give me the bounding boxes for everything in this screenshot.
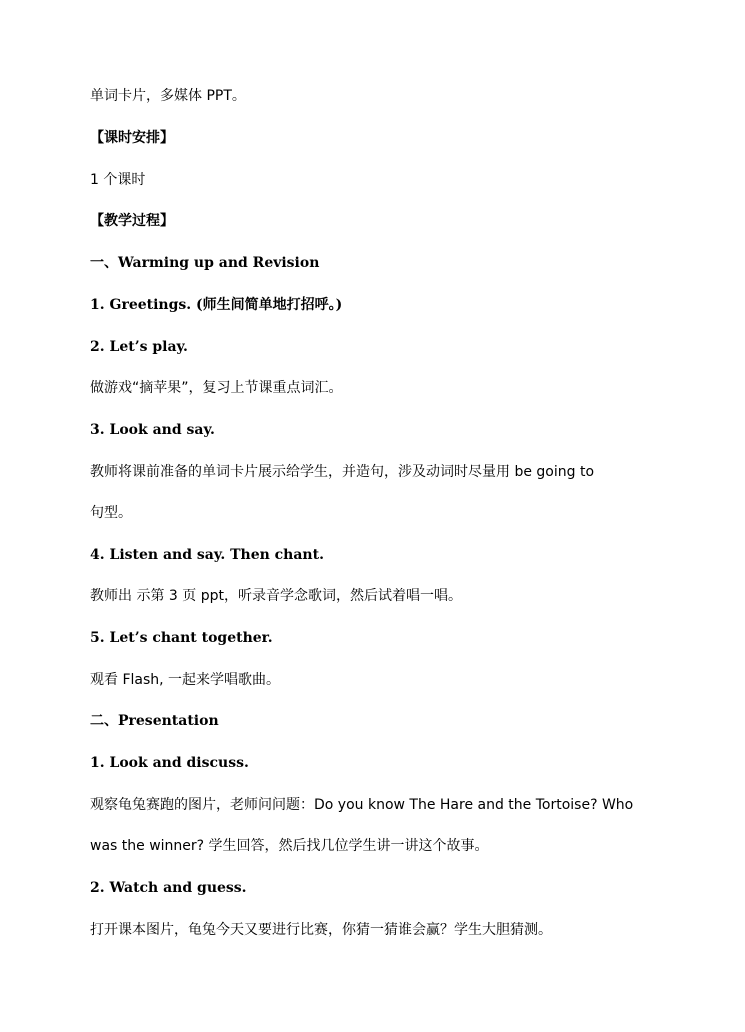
step-greetings: 1. Greetings. (师生间简单地打招呼。) — [90, 297, 343, 313]
chant-together-desc: 观看 Flash, 一起来学唱歌曲。 — [90, 672, 281, 688]
watch-guess-desc: 打开课本图片，龟兔今天又要进行比赛，你猜一猜谁会赢？学生大胆猜测。 — [90, 922, 552, 938]
materials-line: 单词卡片，多媒体 PPT。 — [90, 88, 246, 104]
schedule-line: 1 个课时 — [90, 172, 146, 188]
step-watch-guess: 2. Watch and guess. — [90, 880, 247, 896]
heading-schedule: 【课时安排】 — [90, 130, 174, 146]
heading-process: 【教学过程】 — [90, 213, 174, 229]
step-lets-play: 2. Let’s play. — [90, 339, 188, 355]
look-say-desc-cont: 句型。 — [90, 505, 132, 521]
listen-chant-desc: 教师出 示第 3 页 ppt，听录音学念歌词，然后试着唱一唱。 — [90, 588, 462, 604]
step-chant-together: 5. Let’s chant together. — [90, 630, 273, 646]
look-discuss-desc-cont: was the winner? 学生回答，然后找几位学生讲一讲这个故事。 — [90, 838, 489, 854]
section-presentation: 二、Presentation — [90, 713, 219, 729]
look-discuss-desc: 观察龟兔赛跑的图片，老师问问题：Do you know The Hare and the Tortoise? Who — [90, 797, 634, 813]
look-say-desc: 教师将课前准备的单词卡片展示给学生，并造句，涉及动词时尽量用 be going to — [90, 464, 595, 480]
step-look-discuss: 1. Look and discuss. — [90, 755, 249, 771]
lets-play-desc: 做游戏“摘苹果”，复习上节课重点词汇。 — [90, 380, 343, 396]
step-look-say: 3. Look and say. — [90, 422, 215, 438]
section-warming-up: 一、Warming up and Revision — [90, 255, 320, 271]
step-listen-chant: 4. Listen and say. Then chant. — [90, 547, 324, 563]
